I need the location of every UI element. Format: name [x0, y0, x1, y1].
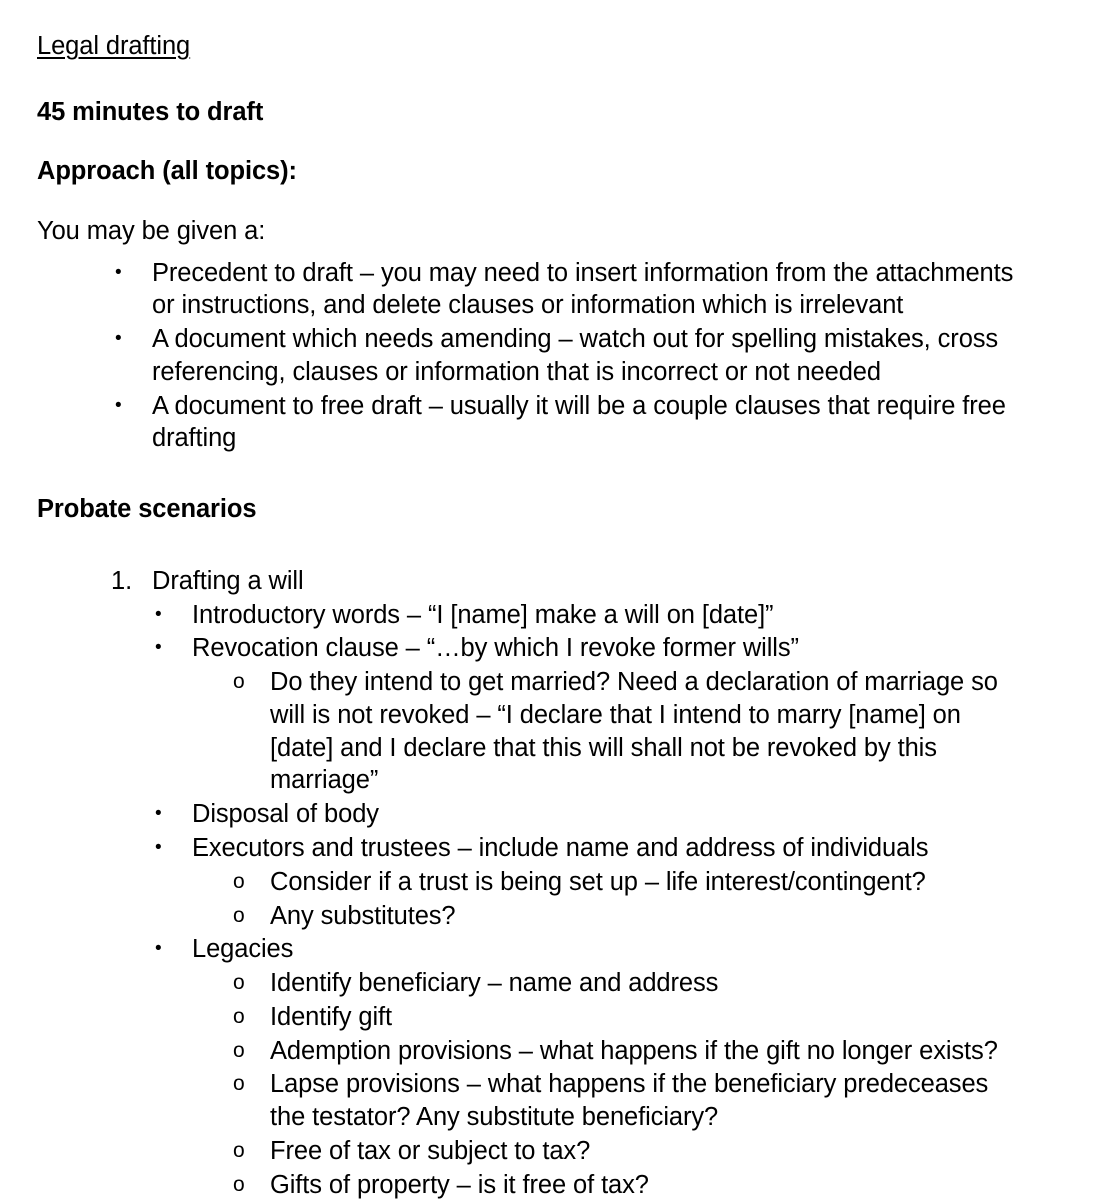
list-item	[37, 1001, 1020, 1034]
approach-heading: Approach (all topics):	[37, 157, 297, 186]
hollow-bullet-icon: o	[233, 1138, 245, 1162]
bullet-icon: •	[115, 261, 122, 283]
list-item-label: Precedent to draft – you may need to insert information from the attachments or instructions, and delete clauses or information which is irrelevant	[152, 258, 1014, 320]
list-item	[37, 632, 1020, 665]
list-item-label: A document which needs amending – watch out for spelling mistakes, cross referencing, clauses or information that is incorrect or not needed	[152, 325, 999, 386]
hollow-bullet-icon: o	[233, 1072, 245, 1096]
time-allowance-heading: 45 minutes to draft	[37, 97, 264, 126]
hollow-bullet-icon: o	[233, 1004, 245, 1028]
approach-intro: You may be given a:	[37, 216, 266, 245]
approach-bullet-list	[37, 257, 1020, 456]
list-item-label: Identify beneficiary – name and address	[270, 969, 719, 998]
list-item	[37, 565, 1020, 598]
revocation-clause-subbullets	[37, 666, 1020, 797]
list-item-label: Gifts of property – is it free of tax?	[270, 1170, 649, 1199]
probate-scenarios-heading: Probate scenarios	[37, 495, 257, 524]
list-item	[37, 257, 1020, 323]
list-item	[37, 1135, 1020, 1168]
list-item-label: Disposal of body	[192, 800, 379, 829]
list-item	[37, 1068, 1020, 1134]
list-item	[37, 798, 1020, 831]
list-item-label: Lapse provisions – what happens if the beneficiary predeceases the testator? Any substitute beneficiary?	[270, 1070, 989, 1132]
bullet-icon: •	[115, 394, 122, 416]
list-item-label: A document to free draft – usually it will be a couple clauses that require free drafting	[152, 391, 1006, 453]
legacies-subbullets	[37, 967, 1020, 1201]
list-item-label: Executors and trustees – include name and address of individuals	[192, 834, 929, 862]
probate-numbered-list	[37, 565, 1020, 598]
bullet-icon: •	[155, 803, 162, 825]
list-item-label: Drafting a will	[152, 566, 304, 595]
hollow-bullet-icon: o	[233, 1172, 245, 1196]
list-item	[37, 967, 1020, 1000]
hollow-bullet-icon: o	[233, 1038, 245, 1062]
hollow-bullet-icon: o	[233, 971, 245, 995]
list-item-label: Legacies	[192, 935, 294, 964]
executors-subbullets	[37, 866, 1020, 933]
drafting-a-will-bullets	[37, 599, 1020, 666]
list-item-label: Consider if a trust is being set up – life interest/contingent?	[270, 867, 926, 896]
list-item	[37, 933, 1020, 966]
legacies-bullet	[37, 933, 1020, 966]
list-item-label: Do they intend to get married? Need a declaration of marriage so will is not revoked – “I declare that I intend to marry [name] on [date] and I declare that this will shall not be revoked by this marriage”	[270, 668, 998, 795]
list-number: 1.	[111, 566, 133, 595]
list-item	[37, 666, 1020, 797]
bullet-icon: •	[155, 637, 162, 659]
drafting-a-will-bullets-continued	[37, 798, 1020, 865]
hollow-bullet-icon: o	[233, 869, 245, 893]
bullet-icon: •	[155, 837, 162, 858]
list-item	[37, 390, 1020, 456]
hollow-bullet-icon: o	[233, 903, 245, 927]
document-title: Legal drafting	[37, 32, 191, 60]
list-item-label: Identify gift	[270, 1002, 393, 1031]
list-item	[37, 832, 1020, 865]
list-item	[37, 323, 1020, 389]
bullet-icon: •	[155, 603, 162, 625]
bullet-icon: •	[115, 328, 122, 350]
list-item-label: Revocation clause – “…by which I revoke former wills”	[192, 634, 799, 663]
bullet-icon: •	[155, 938, 162, 960]
list-item	[37, 599, 1020, 632]
list-item	[37, 866, 1020, 899]
list-item	[37, 1035, 1020, 1068]
list-item	[37, 900, 1020, 933]
list-item	[37, 1169, 1020, 1201]
hollow-bullet-icon: o	[233, 670, 245, 694]
list-item-label: Ademption provisions – what happens if the gift no longer exists?	[270, 1036, 998, 1065]
list-item-label: Free of tax or subject to tax?	[270, 1136, 591, 1165]
list-item-label: Any substitutes?	[270, 901, 456, 930]
list-item-label: Introductory words – “I [name] make a will on [date]”	[192, 600, 774, 629]
